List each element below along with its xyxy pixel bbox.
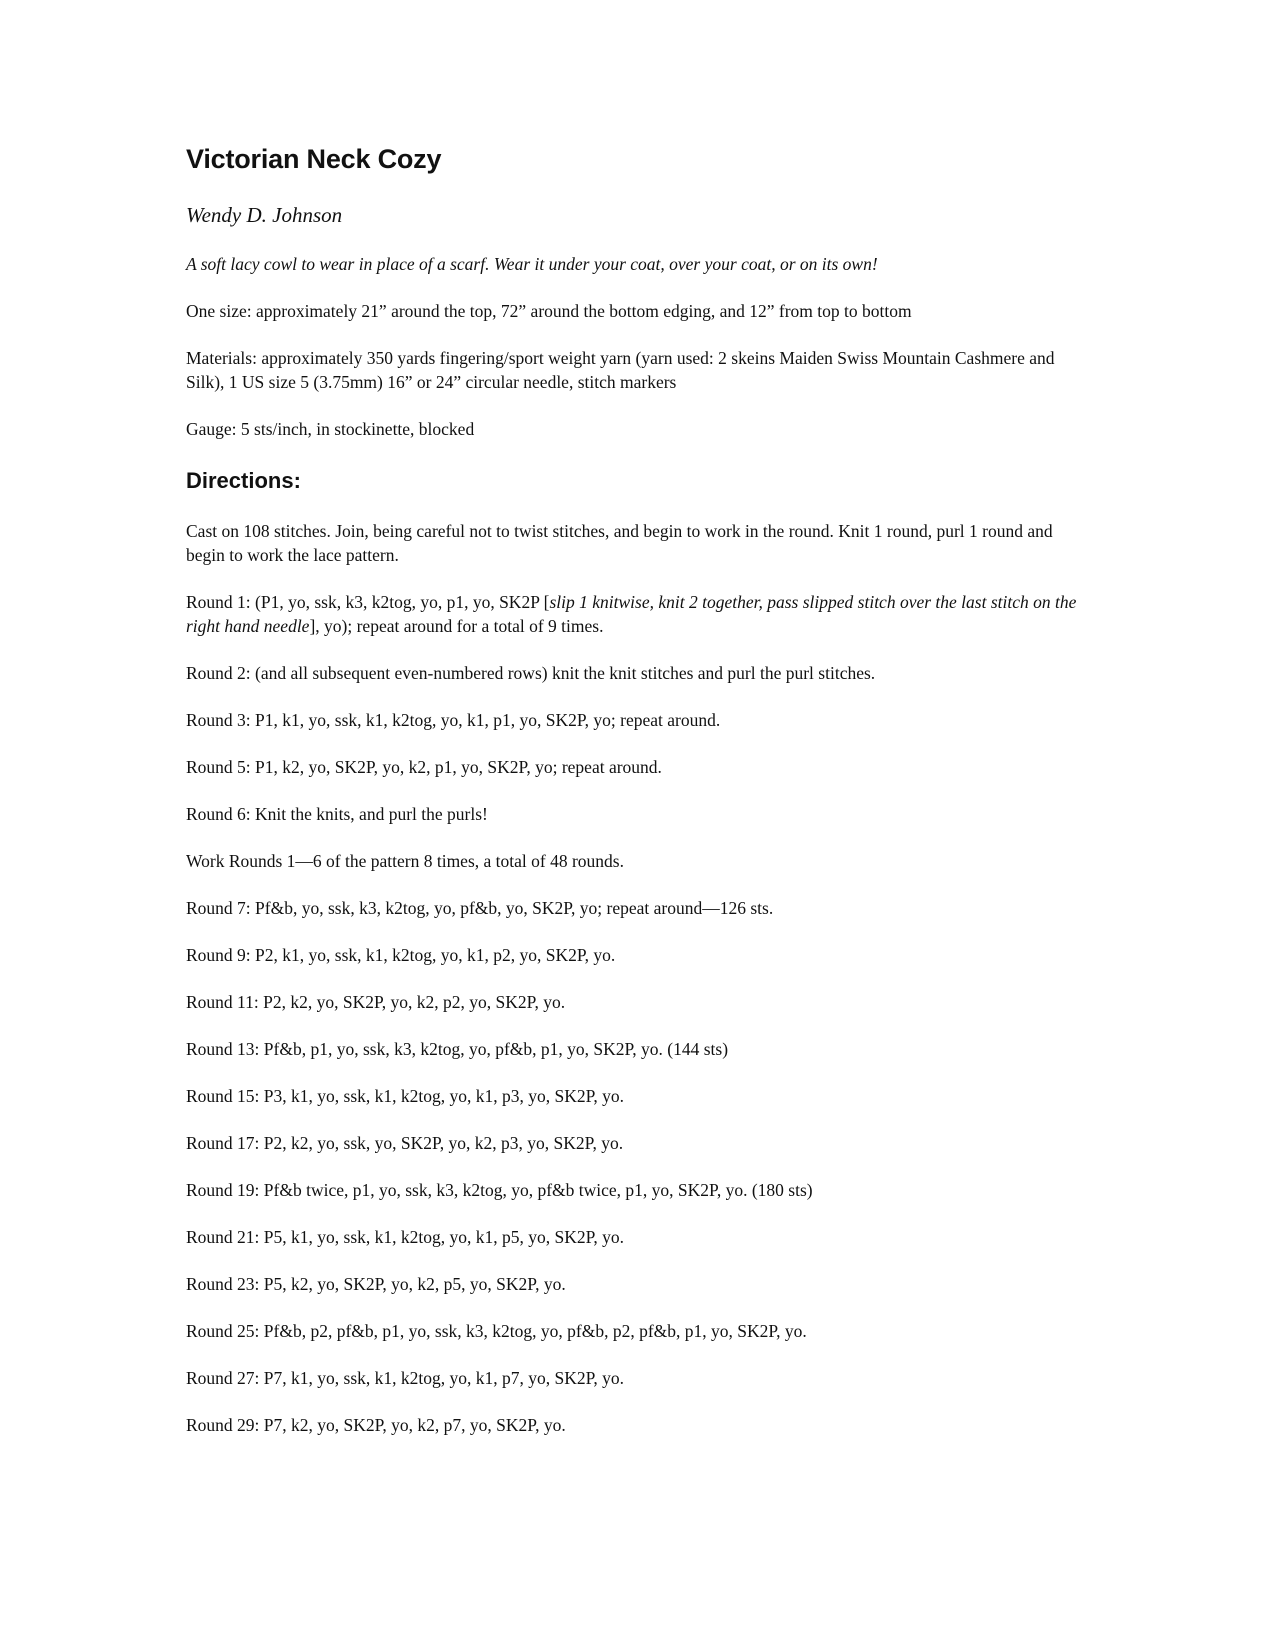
round-15-instructions: Round 15: P3, k1, yo, ssk, k1, k2tog, yo, k1, p3, yo, SK2P, yo. xyxy=(186,1086,625,1106)
round-7-instructions: Round 7: Pf&b, yo, ssk, k3, k2tog, yo, pf&b, yo, SK2P, yo; repeat around—126 sts. xyxy=(186,898,774,918)
round-13-instructions: Round 13: Pf&b, p1, yo, ssk, k3, k2tog, yo, pf&b, p1, yo, SK2P, yo. (144 sts) xyxy=(186,1039,729,1059)
round-1-part-1: Round 1: (P1, yo, ssk, k3, k2tog, yo, p1, yo, SK2P [ xyxy=(186,592,550,612)
cast-on-instructions: Cast on 108 stitches. Join, being careful not to twist stitches, and begin to work in the round. Knit 1 round, purl 1 round and begin to work the lace pattern. xyxy=(186,521,1053,565)
round-1-sk2p-explanation: slip 1 knitwise, knit 2 together, pass slipped stitch over the last stitch on the right hand needle xyxy=(186,592,1077,636)
round-1-part-3: ], yo); repeat around for a total of 9 times. xyxy=(309,616,604,636)
round-23-instructions: Round 23: P5, k2, yo, SK2P, yo, k2, p5, yo, SK2P, yo. xyxy=(186,1274,566,1294)
round-1-instructions xyxy=(186,590,1086,638)
directions-heading: Directions: xyxy=(186,468,301,493)
round-2-instructions: Round 2: (and all subsequent even-numbered rows) knit the knit stitches and purl the purl stitches. xyxy=(186,663,876,683)
round-9-instructions: Round 9: P2, k1, yo, ssk, k1, k2tog, yo, k1, p2, yo, SK2P, yo. xyxy=(186,945,616,965)
document-content xyxy=(186,142,1086,1460)
round-6-instructions: Round 6: Knit the knits, and purl the purls! xyxy=(186,804,488,824)
tagline: A soft lacy cowl to wear in place of a scarf. Wear it under your coat, over your coat, or on its own! xyxy=(186,254,878,274)
round-19-instructions: Round 19: Pf&b twice, p1, yo, ssk, k3, k2tog, yo, pf&b twice, p1, yo, SK2P, yo. (180 sts) xyxy=(186,1180,813,1200)
author-name: Wendy D. Johnson xyxy=(186,203,343,227)
repeat-instructions: Work Rounds 1—6 of the pattern 8 times, a total of 48 rounds. xyxy=(186,851,624,871)
round-27-instructions: Round 27: P7, k1, yo, ssk, k1, k2tog, yo, k1, p7, yo, SK2P, yo. xyxy=(186,1368,625,1388)
size-info: One size: approximately 21” around the top, 72” around the bottom edging, and 12” from top to bottom xyxy=(186,301,912,321)
materials-info: Materials: approximately 350 yards fingering/sport weight yarn (yarn used: 2 skeins Maiden Swiss Mountain Cashmere and Silk), 1 US size 5 (3.75mm) 16” or 24” circular needle, stitch markers xyxy=(186,348,1055,392)
round-25-instructions: Round 25: Pf&b, p2, pf&b, p1, yo, ssk, k3, k2tog, yo, pf&b, p2, pf&b, p1, yo, SK2P, yo. xyxy=(186,1321,807,1341)
round-21-instructions: Round 21: P5, k1, yo, ssk, k1, k2tog, yo, k1, p5, yo, SK2P, yo. xyxy=(186,1227,625,1247)
round-11-instructions: Round 11: P2, k2, yo, SK2P, yo, k2, p2, yo, SK2P, yo. xyxy=(186,992,566,1012)
round-3-instructions: Round 3: P1, k1, yo, ssk, k1, k2tog, yo, k1, p1, yo, SK2P, yo; repeat around. xyxy=(186,710,721,730)
round-17-instructions: Round 17: P2, k2, yo, ssk, yo, SK2P, yo, k2, p3, yo, SK2P, yo. xyxy=(186,1133,624,1153)
document-title: Victorian Neck Cozy xyxy=(186,144,442,174)
round-5-instructions: Round 5: P1, k2, yo, SK2P, yo, k2, p1, yo, SK2P, yo; repeat around. xyxy=(186,757,662,777)
gauge-info: Gauge: 5 sts/inch, in stockinette, blocked xyxy=(186,419,475,439)
round-29-instructions: Round 29: P7, k2, yo, SK2P, yo, k2, p7, yo, SK2P, yo. xyxy=(186,1415,566,1435)
